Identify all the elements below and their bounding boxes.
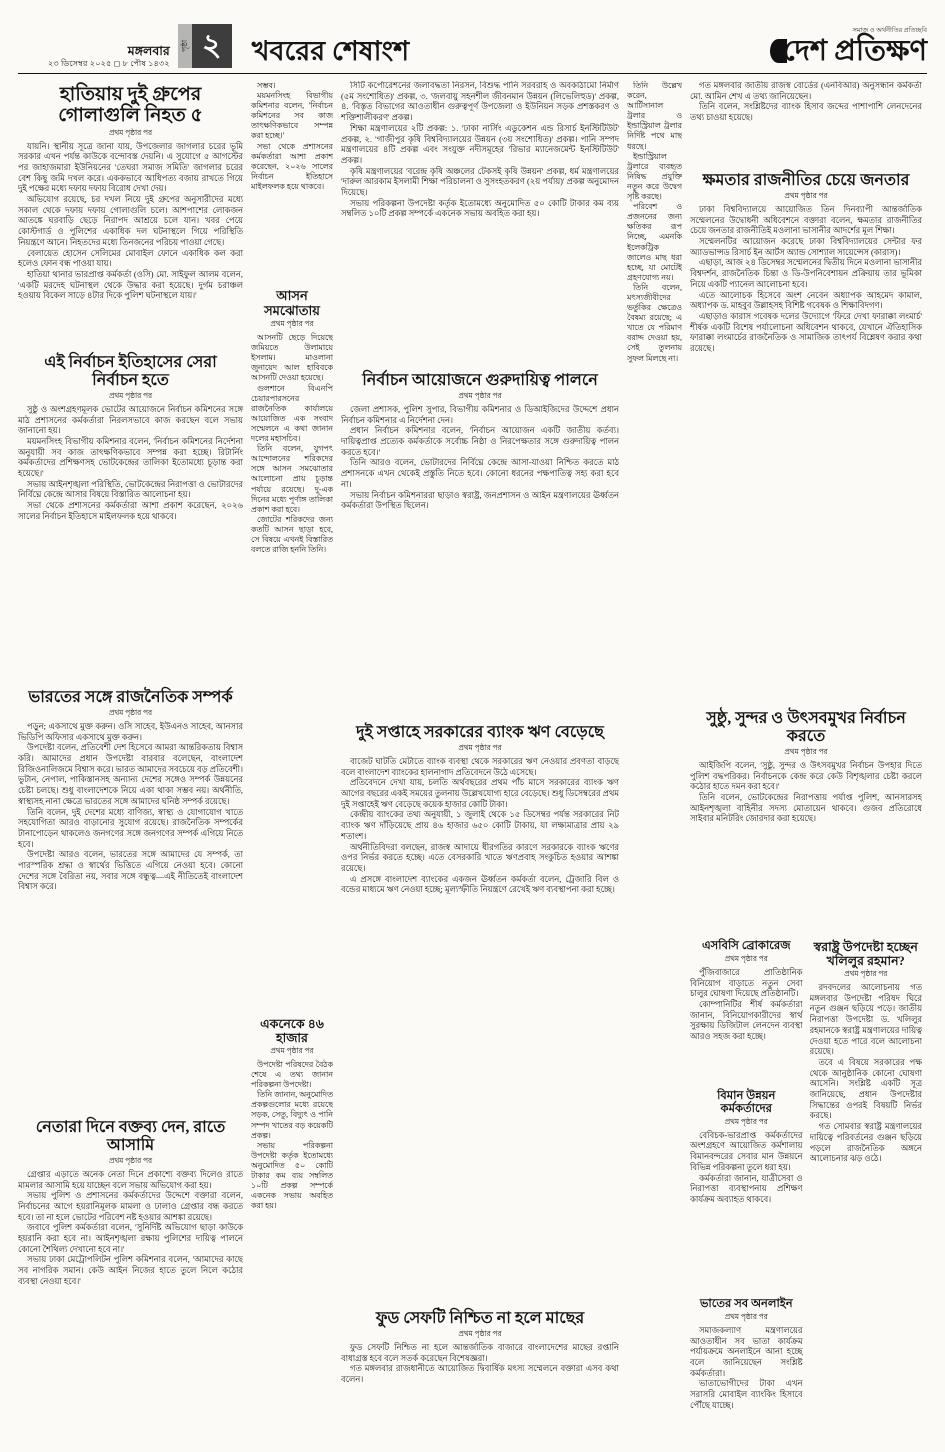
body-text: তিনি বলেন, মৎস্যজীবীদের ভর্তুকির ক্ষেত্রেও বৈষম্য রয়েছে; এ খাতে যে পরিমাণ বরাদ্দ দেওয়া হয়, সেই তুলনায় সুফল মিলছে না।: [627, 282, 682, 363]
article-headline: নেতারা দিনে বক্তব্য দেন, রাতে আসামি: [35, 1119, 226, 1154]
body-text: যায়নি। স্থানীয় সূত্রে জানা যায়, উপজেলার জাগলার চরের ভূমি সরকার এখন পর্যন্ত কাউকে বন্দোবস্ত দেয়নি। এ সুযোগে ৫ আগস্টের পর জাহাজমারা ইউনিয়নের 'তেঘরা সমাজ সমিতি' জাগলার চরের বেশ কিছু জমি দখল করে। এককভাবে আধিপত্য বজায় রাখতে গিয়ে দুই পক্ষের মধ্যে দফায় দফায় বিরোধ দেখা দেয়।: [18, 141, 243, 194]
body-text: উপদেষ্টা পরিষদের বৈঠক শেষে এ তথ্য জানান পরিকল্পনা উপদেষ্টা।: [251, 1060, 333, 1090]
body-text: আইজিপি বলেন, 'সুষ্ঠু, সুন্দর ও উৎসবমুখর নির্বাচন উপহার দিতে পুলিশ বদ্ধপরিকর। নির্বাচনকে কেন্দ্র করে কেউ বিশৃঙ্খলার চেষ্টা করলে কঠোর হাতে দমন করা হবে।': [690, 760, 922, 792]
body-text: সভা থেকে প্রশাসনের কর্মকর্তারা আশা প্রকাশ করেছেন, ২০২৬ সালের নির্বাচন ইতিহাসে মাইলফলক হয়ে থাকবে।: [18, 501, 243, 521]
body-text: অভিযোগ রয়েছে, চর দখল নিয়ে দুই গ্রুপের অনুসারীদের মধ্যে সকাল থেকে দফায় দফায় গোলাগুলি চলে। আশপাশের লোকজন আতঙ্কে ঘরবাড়ি ছেড়ে নিরাপদ আশ্রয়ে চলে যান। খবর পেয়ে কোস্টগার্ড ও পুলিশের একাধিক দল ঘটনাস্থলে গিয়ে পরিস্থিতি নিয়ন্ত্রণে আনে। নিহতদের মধ্যে তিনজনের পরিচয় পাওয়া গেছে।: [18, 195, 243, 247]
continued-from-kicker: প্রথম পৃষ্ঠার পর: [458, 742, 502, 752]
body-text: কোম্পানিটির শীর্ষ কর্মকর্তারা জানান, বিনিয়োগকারীদের স্বার্থ সুরক্ষায় ডিজিটাল লেনদেন ব্যবস্থা আরও সহজ করা হচ্ছে।: [690, 999, 803, 1042]
body-text: সম্মেলনটির আয়োজন করেছে ঢাকা বিশ্ববিদ্যালয়ের সেন্টার ফর অ্যাডভান্সড রিসার্চ ইন আর্টস অ্যান্ড সোশ্যাল সায়েন্সেস (কারাস)।: [690, 237, 922, 257]
articles-grid: [18, 81, 927, 1447]
body-text: কৃষি মন্ত্রণালয়ের 'বরেন্দ্র কৃষি অঞ্চলের টেকসই কৃষি উন্নয়ন' প্রকল্প, ধর্ম মন্ত্রণালয়ের 'দারুল আরকাম ইসলামী শিক্ষা পরিচালনা ও সুসংহতকরণ (২য় পর্যায়)' প্রকল্প অনুমোদন দিয়েছে।: [341, 166, 619, 198]
continued-from-kicker: প্রথম পৃষ্ঠার পর: [784, 190, 828, 200]
body-text: উপদেষ্টা আরও বলেন, ভারতের সঙ্গে আমাদের যে সম্পর্ক, তা পারস্পরিক শ্রদ্ধা ও স্বার্থের ভিত্তিতে এগিয়ে নেওয়া হবে। কোনো দেশের সঙ্গে বৈরিতা নয়, সবার সঙ্গে বন্ধুত্ব—এই নীতিতেই বাংলাদেশ বিশ্বাস করে।: [18, 850, 243, 892]
body-text: সভায় পরিকল্পনা উপদেষ্টা কর্তৃক ইতোমধ্যে অনুমোদিত ৫০ কোটি টাকার কম ব্যয় সম্বলিত ১০টি প্রকল্প সম্পর্কে একনেক সভায় অবহিত করা হয়।: [251, 1140, 333, 1211]
article: [690, 1295, 803, 1445]
body-text: তিনি বলেন, সংশ্লিষ্টদের ব্যাংক হিসাব জব্দের পাশাপাশি লেনদেনের তথ্য চাওয়া হয়েছে।: [690, 102, 922, 123]
body-text: সুষ্ঠু ও অংশগ্রহণমূলক ভোটের আয়োজনে নির্বাচন কমিশনের সঙ্গে মাঠ প্রশাসনের কর্মকর্তারা নিরলসভাবে কাজ করছেন বলে সভায় জানানো হয়।: [18, 404, 243, 436]
column-b: [251, 81, 333, 1447]
body-text: এছাড়া, আজ ২৪ ডিসেম্বর সম্মেলনের দ্বিতীয় দিনে মওলানা ভাসানীর বিশ্বদর্শন, রাজনৈতিক চিন্তা ও ডি-উপনিবেশায়ন প্রক্রিয়ায় তার ভূমিকা নিয়ে একটি প্যানেল আলোচনা হবে।: [690, 258, 922, 289]
split-right-column: [810, 937, 923, 1447]
body-text: সভায় আইনশৃঙ্খলা পরিস্থিতি, ভোটকেন্দ্রের নিরাপত্তা ও ভোটারদের নির্বিঘ্নে কেন্দ্রে আসার বিষয়ে বিস্তারিত আলোচনা হয়।: [18, 479, 243, 500]
body-text: বেবিচক-ভারপ্রাপ্ত কর্মকর্তাদের অংশগ্রহণে আয়োজিত কর্মশালায় বিমানবন্দরের সেবার মান উন্নয়নে বিভিন্ন পরিকল্পনা তুলে ধরা হয়।: [690, 1130, 803, 1172]
body-text: বাজেট ঘাটতি মেটাতে ব্যাংক ব্যবস্থা থেকে সরকারের ঋণ নেওয়ার প্রবণতা বাড়ছে বলে বাংলাদেশ ব্যাংকের হালনাগাদ প্রতিবেদনে উঠে এসেছে।: [341, 756, 619, 777]
column-c: [341, 81, 619, 1447]
split-left-column: [690, 937, 803, 1447]
masthead-block: [770, 25, 927, 68]
article: [341, 721, 619, 1307]
article: [341, 1307, 619, 1447]
body-text: অর্থনীতিবিদরা বলছেন, রাজস্ব আদায়ে ধীরগতির কারণে সরকারকে ব্যাংক ঋণের ওপর নির্ভর করতে হচ্ছে। এতে বেসরকারি খাতে ঋণপ্রবাহ সংকুচিত হওয়ার আশঙ্কা রয়েছে।: [341, 842, 619, 873]
continued-from-kicker: প্রথম পৃষ্ঠার পর: [108, 707, 153, 717]
article-headline: নির্বাচন আয়োজনে গুরুদায়িত্ব পালনে: [362, 372, 598, 389]
body-text: সভায় পরিকল্পনা উপদেষ্টা কর্তৃক ইতোমধ্যে অনুমোদিত ৫০ কোটি টাকার কম ব্যয় সম্বলিত ১০টি প্রকল্প সম্পর্কে একনেক সভায় অবহিত করা হয়।: [341, 198, 619, 219]
date-block: [48, 44, 170, 68]
body-text: সভায় পুলিশ ও প্রশাসনের কর্মকর্তাদের উদ্দেশে বক্তারা বলেন, নির্বাচনের আগে হয়রানিমূলক মামলা ও ঢালাও গ্রেপ্তার বন্ধ করতে হবে। তা না হলে ভোটের পরিবেশ নষ্ট হওয়ার আশঙ্কা রয়েছে।: [18, 1191, 243, 1222]
article: [18, 686, 243, 1116]
masthead-tagline: সমাজ ও অর্থনীতির প্রতিচ্ছবি: [852, 27, 927, 34]
body-text: সম্ভব।: [257, 81, 276, 90]
article: [627, 81, 682, 1447]
page-word-label: পৃষ্ঠা: [178, 24, 192, 68]
body-text: শিক্ষা মন্ত্রণালয়ের ২টি প্রকল্প: ১. 'ঢাকা নার্সিং এডুকেশন এন্ড রিসার্চ ইনস্টিটিউট' প্রকল্প, ২. 'গাজীপুর কৃষি বিশ্ববিদ্যালয়ের উন্নয়ন (৩য় সংশোধিত)' প্রকল্প। পানি সম্পদ মন্ত্রণালয়ের ৪টি প্রকল্প এবং সংযুক্ত নদীসমূহের 'রিভার ম্যানেজমেন্ট ইনস্টিটিউট' প্রকল্প।: [341, 123, 619, 165]
body-text: তিনি বলেন, যুগপৎ আন্দোলনের শরিকদের সঙ্গে আসন সমঝোতার আলোচনা প্রায় চূড়ান্ত পর্যায়ে রয়েছে। দু-এক দিনের মধ্যে পূর্ণাঙ্গ তালিকা প্রকাশ করা হবে।: [251, 444, 333, 514]
article: [810, 937, 923, 1445]
body-text: এতে আলোচক হিসেবে অংশ নেবেন অধ্যাপক আহমেদ কামাল, অধ্যাপক ড. মাহবুব উল্লাহসহ বিশিষ্ট গবেষক ও শিক্ষাবিদগণ।: [690, 290, 922, 311]
continued-from-kicker: প্রথম পৃষ্ঠার পর: [724, 1116, 768, 1126]
weekday-label: মঙ্গলবার: [127, 44, 170, 59]
continued-from-kicker: প্রথম পৃষ্ঠার পর: [270, 319, 314, 329]
continued-from-kicker: প্রথম পৃষ্ঠার পর: [108, 1155, 153, 1165]
article: [690, 1087, 803, 1295]
body-text: সভায় ঢাকা মেট্রোপলিটন পুলিশ কমিশনার বলেন, 'আমাদের কাছে সব নাগরিক সমান। কেউ আইন নিজের হাতে তুলে নিলে কঠোর ব্যবস্থা নেওয়া হবে।': [18, 1255, 243, 1286]
article-headline: ভারতের সঙ্গে রাজনৈতিক সম্পর্ক: [28, 689, 233, 706]
article: [690, 81, 922, 169]
body-text: গত মঙ্গলবার রাজধানীতে আয়োজিত দ্বিবার্ষিক মৎস্য সম্মেলনে বক্তারা এসব কথা বলেন।: [341, 1364, 619, 1385]
body-text: গুলশানে বিএনপি চেয়ারপারসনের রাজনৈতিক কার্যালয়ে আয়োজিত এক সংবাদ সম্মেলনে এ কথা জানান দলের মহাসচিব।: [251, 383, 333, 444]
body-text: তিনি জানান, অনুমোদিত প্রকল্পগুলোর মধ্যে রয়েছে সড়ক, সেতু, বিদ্যুৎ ও পানি সম্পদ খাতের বড় কয়েকটি প্রকল্প।: [251, 1090, 333, 1140]
body-text: প্রধান নির্বাচন কমিশনার বলেন, 'নির্বাচন আয়োজন একটি জাতীয় কর্তব্য। দায়িত্বপ্রাপ্ত প্রত্যেক কর্মকর্তাকে সর্বোচ্চ নিষ্ঠা ও নিরপেক্ষতার সঙ্গে গুরুদায়িত্ব পালন করতে হবে।': [341, 426, 619, 457]
masthead-logo: [770, 37, 927, 66]
article-headline: এসবিসি ব্রোকারেজ: [701, 940, 791, 952]
body-text: তিনি বলেন, ভোটকেন্দ্রের নিরাপত্তায় পর্যাপ্ত পুলিশ, আনসারসহ আইনশৃঙ্খলা বাহিনীর সদস্য মোতায়েন থাকবে। গুজব প্রতিরোধে সাইবার মনিটরিং জোরদার করা হয়েছে।: [690, 792, 922, 824]
continued-from-kicker: প্রথম পৃষ্ঠার পর: [270, 1046, 314, 1055]
column-d: [627, 81, 682, 1447]
body-text: বেলায়েত হোসেন সেলিমের মোবাইল ফোনে একাধিক কল করা হলেও ফোন বন্ধ পাওয়া যায়।: [18, 248, 243, 269]
article: [18, 1116, 243, 1447]
body-text: ময়মনসিংহ বিভাগীয় কমিশনার বলেন, 'নির্বাচন কমিশনের সব কাজ তাৎক্ষণিকভাবে সম্পন্ন করা হচ্ছে।': [251, 91, 333, 141]
continued-from-kicker: প্রথম পৃষ্ঠার পর: [724, 953, 768, 963]
article: [341, 369, 619, 721]
article-headline: বিমান উন্নয়ন কর্মকর্তাদের: [717, 1090, 776, 1115]
body-text: সমাজকল্যাণ মন্ত্রণালয়ের আওতাধীন সব ভাতা কার্যক্রম পর্যায়ক্রমে অনলাইনে আনা হচ্ছে বলে জানিয়েছেন সংশ্লিষ্ট কর্মকর্তারা।: [690, 1325, 803, 1378]
article: [251, 1014, 333, 1447]
article-headline: স্বরাষ্ট্র উপদেষ্টা হচ্ছেন খলিলুর রহমান?: [813, 940, 918, 968]
body-text: ফুড সেফটি নিশ্চিত না হলে আন্তর্জাতিক বাজারে বাংলাদেশের মাছের রপ্তানি বাধাগ্রস্ত হবে বলে সতর্ক করেছেন বিশেষজ্ঞরা।: [341, 1342, 619, 1363]
article: [18, 351, 243, 686]
body-text: গ্রেপ্তার এড়াতে অনেক নেতা দিনে প্রকাশ্যে বক্তব্য দিলেও রাতে মামলার আসামি হয়ে যাচ্ছেন বলে সভায় অভিযোগ করা হয়।: [18, 1169, 243, 1190]
article-headline: এই নির্বাচন ইতিহাসের সেরা নির্বাচন হতে: [44, 354, 217, 389]
article-headline: দুই সপ্তাহে সরকারের ব্যাংক ঋণ বেড়েছে: [356, 724, 604, 741]
article: [18, 81, 243, 351]
body-text: পরিবেশ ও প্রজননের জন্য ক্ষতিকর রূপ নিচ্ছে, এমনকি ইলেকট্রিক জালেও মাছ ধরা হচ্ছে, যা মোটেই গ্রহণযোগ্য নয়।: [627, 202, 682, 282]
body-text: সভা থেকে প্রশাসনের কর্মকর্তারা আশা প্রকাশ করেছেন, ২০২৬ সালের নির্বাচন ইতিহাসে মাইলফলক হয়ে থাকবে।: [251, 141, 333, 191]
continued-from-kicker: প্রথম পৃষ্ঠার পর: [458, 1328, 502, 1338]
body-text: তবে এ বিষয়ে সরকারের পক্ষ থেকে আনুষ্ঠানিক কোনো ঘোষণা আসেনি। সংশ্লিষ্ট একটি সূত্র জানিয়েছে, প্রধান উপদেষ্টার সিদ্ধান্তের ওপরই বিষয়টি নির্ভর করছে।: [809, 1057, 922, 1121]
body-text: রদবদলের আলোচনায় গত মঙ্গলবার উপদেষ্টা পরিষদ ঘিরে নতুন গুঞ্জন ছড়িয়ে পড়ে। জাতীয় নিরাপত্তা উপদেষ্টা ড. খলিলুর রহমানকে স্বরাষ্ট্র মন্ত্রণালয়ের দায়িত্ব দেওয়া হতে পারে বলে আলোচনা রয়েছে।: [809, 983, 922, 1057]
body-text: জবাবে পুলিশ কর্মকর্তারা বলেন, 'সুনির্দিষ্ট অভিযোগ ছাড়া কাউকে হয়রানি করা হবে না। আইনশৃঙ্খলা রক্ষায় পুলিশের দায়িত্ব পালনে কোনো শৈথিল্য দেখানো হবে না।': [18, 1223, 243, 1254]
article: [690, 169, 922, 707]
article-headline: ভাতের সব অনলাইন: [699, 1298, 793, 1310]
article: [251, 286, 333, 1014]
page-number: ২: [192, 24, 232, 68]
article-headline: একনেকে ৪৬ হাজার: [260, 1017, 324, 1045]
continued-from-kicker: প্রথম পৃষ্ঠার পর: [844, 969, 888, 978]
body-text: উপদেষ্টা বলেন, প্রতিবেশী দেশ হিসেবে আমরা আন্তরিকতায় বিশ্বাস করি। আমাদের প্রধান উপদেষ্টা বারবার বলেছেন, বাংলাদেশ রিজিওনালিজমে বিশ্বাস করে। ভারত আমাদের সবচেয়ে বড় প্রতিবেশী। ভুটান, নেপাল, পাকিস্তানসহ অন্যান্য দেশের সঙ্গেও সম্পর্ক উন্নয়নের চেষ্টা চলছে। শুধু বাংলাদেশকে নিয়ে একা থাকা সম্ভব নয়। অর্থনীতি, স্বাস্থ্যসহ নানা ক্ষেত্রে ভারতের সঙ্গে আমাদের ঘনিষ্ঠ সম্পর্ক রয়েছে।: [18, 743, 243, 806]
body-text: পুঁজিবাজারে প্রাতিষ্ঠানিক বিনিয়োগ বাড়াতে নতুন সেবা চালুর ঘোষণা দিয়েছে প্রতিষ্ঠানটি।: [690, 967, 803, 999]
article-headline: ফুড সেফটি নিশ্চিত না হলে মাছের: [375, 1310, 585, 1327]
body-text: এছাড়াও কারাস গবেষক দলের উদ্যোগে 'ফিরে দেখা ফারাক্কা লংমার্চ' শীর্ষক একটি বিশেষ পর্যালোচনা অধিবেশন থাকবে, যেখানে ঐতিহাসিক ফারাক্কা লংমার্চের রাজনৈতিক ও সামাজিক তাৎপর্য বিশ্লেষণ করার কথা রয়েছে।: [690, 311, 922, 354]
section-title: খবরের শেষাংশ: [251, 36, 410, 66]
article-headline: ক্ষমতার রাজনীতির চেয়ে জনতার: [702, 172, 910, 189]
body-text: এ প্রসঙ্গে বাংলাদেশ ব্যাংকের একজন ঊর্ধ্বতন কর্মকর্তা বলেন, ট্রেজারি বিল ও বন্ডের মাধ্যমে ঋণ নেওয়া হচ্ছে; মূল্যস্ফীতি নিয়ন্ত্রণে রেখেই ঋণ ব্যবস্থাপনা করা হচ্ছে।: [341, 874, 619, 895]
continued-from-kicker: প্রথম পৃষ্ঠার পর: [784, 746, 828, 756]
body-text: কর্মকর্তারা জানান, যাত্রীসেবা ও নিরাপত্তা ব্যবস্থাপনায় প্রশিক্ষণ কার্যক্রম অব্যাহত থাকবে।: [690, 1173, 803, 1204]
continued-from-kicker: প্রথম পৃষ্ঠার পর: [724, 1311, 768, 1321]
column-a: [18, 81, 243, 1447]
body-text: তিনি বলেন, দুই দেশের মধ্যে বাণিজ্য, স্বাস্থ্য ও যোগাযোগ খাতে সহযোগিতা আরও বাড়ানোর সুযোগ রয়েছে। রাজনৈতিক সম্পর্কের টানাপোড়েন থাকলেও জনগণের সঙ্গে জনগণের সম্পর্ক এগিয়ে নিতে হবে।: [18, 807, 243, 849]
body-text: আসনটি ছেড়ে দিয়েছে জমিয়তে উলামায়ে ইসলাম। মাওলানা জুনায়েদ আল হাবিবকে আসনটি দেওয়া হয়েছে।: [251, 333, 333, 383]
masthead-title: দেশ প্রতিক্ষণ: [782, 35, 927, 67]
continued-from-kicker: প্রথম পৃষ্ঠার পর: [458, 390, 502, 400]
body-text: কেন্দ্রীয় ব্যাংকের তথ্য অনুযায়ী, ১ জুলাই থেকে ১৫ ডিসেম্বর পর্যন্ত সরকারের নিট ব্যাংক ঋণ দাঁড়িয়েছে প্রায় ৪৬ হাজার ৬৫০ কোটি টাকায়, যা লক্ষ্যমাত্রার প্রায় ২৯ শতাংশ।: [341, 810, 619, 841]
body-text: প্রতিবেদনে দেখা যায়, চলতি অর্থবছরের প্রথম পাঁচ মাসে সরকারের ব্যাংক ঋণ আগের বছরের একই সময়ের তুলনায় উল্লেখযোগ্য হারে বেড়েছে। শুধু ডিসেম্বরের প্রথম দুই সপ্তাহেই ঋণ বেড়েছে কয়েক হাজার কোটি টাকা।: [341, 778, 619, 809]
body-text: গত সোমবার স্বরাষ্ট্র মন্ত্রণালয়ের দায়িত্বে পরিবর্তনের গুঞ্জন ছড়িয়ে পড়লে রাজনৈতিক অঙ্গনে আলোচনার ঝড় ওঠে।: [809, 1122, 922, 1164]
body-text: হাতিয়া থানার ভারপ্রাপ্ত কর্মকর্তা (ওসি) মো. সাইফুল আলম বলেন, 'একটি মরদেহ ঘটনাস্থল থেকে উদ্ধার করা হয়েছে। দুর্গম চরাঞ্চল হওয়ায় বিকেল সাড়ে ৪টার দিকে পুলিশ ঘটনাস্থলে যায়।': [18, 269, 243, 301]
continued-from-kicker: প্রথম পৃষ্ঠার পর: [108, 127, 153, 137]
column-e: [690, 81, 922, 1447]
body-text: ঢাকা বিশ্ববিদ্যালয়ে আয়োজিত তিন দিনব্যাপী আন্তর্জাতিক সম্মেলনের উদ্বোধনী অধিবেশনে বক্তারা বলেন, ক্ষমতার রাজনীতির চেয়ে জনতার রাজনীতিই মওলানা ভাসানীর আদর্শের মূল শিক্ষা।: [690, 204, 922, 236]
article: [251, 81, 333, 286]
body-text: পড়ুন; একসাথে মুক্ত করুন। ওসি সাহেব, ইউএনও সাহেব, আনসার ভিডিপি অফিসার একসাথে মুক্ত করুন।: [18, 721, 243, 742]
body-text: ময়মনসিংহ বিভাগীয় কমিশনার বলেন, 'নির্বাচন কমিশনের নির্দেশনা অনুযায়ী সব কাজ তাৎক্ষণিকভাবে সম্পন্ন করা হচ্ছে। রিটার্নিং কর্মকর্তাদের প্রশিক্ষণসহ ভোটকেন্দ্রের তালিকা ইতোমধ্যে চূড়ান্ত করা হয়েছে।': [18, 436, 243, 479]
article-headline: সুষ্ঠু, সুন্দর ও উৎসবমুখর নির্বাচন করতে: [706, 710, 906, 745]
article: [690, 937, 803, 1087]
body-text: গত মঙ্গলবার জাতীয় রাজস্ব বোর্ডের (এনবিআর) অনুসন্ধান কর্মকর্তা মো. আমিন শেখ এ তথ্য জানিয়েছেন।: [690, 81, 922, 101]
body-text: ইন্ডাস্ট্রিয়াল ট্রলারে ব্যবহৃত নিষিদ্ধ প্রযুক্তি নতুন করে উদ্বেগ সৃষ্টি করছে।: [627, 151, 682, 202]
page-number-box: [178, 24, 232, 68]
page-header: [18, 24, 927, 74]
article-headline: হাতিয়ায় দুই গ্রুপের গোলাগুলি নিহত ৫: [58, 84, 203, 127]
body-text: সিটি কর্পোরেশনের জলাবদ্ধতা নিরসন, বিশুদ্ধ পানি সরবরাহ ও অবকাঠামো নির্মাণ (৫ম সংশোধিত)' প্রকল্প, ৩. 'জলবায়ু সহনশীল জীবনমান উন্নয়ন (লিভেলিহুড)' প্রকল্প, ৪. 'বিস্তৃত বিভাগের আওতাধীন গুরুত্বপূর্ণ উপজেলা ও ইউনিয়ন সড়ক প্রশস্তকরণ ও শক্তিশালীকরণ' প্রকল্প।: [341, 81, 619, 123]
article: [341, 81, 619, 369]
article-headline: আসন সমঝোতায়: [264, 288, 320, 318]
article: [690, 707, 922, 937]
split-section: [690, 937, 922, 1447]
body-text: জেলা প্রশাসক, পুলিশ সুপার, বিভাগীয় কমিশনার ও ডিআইজিদের উদ্দেশে প্রধান নির্বাচন কমিশনার এ নির্দেশনা দেন।: [341, 404, 619, 425]
body-text: তিনি উল্লেখ করেন, আর্টিসানাল ট্রলার ও ইন্ডাস্ট্রিয়াল ট্রলার নির্দিষ্ট পথে মাছ ধরছে।: [627, 81, 682, 151]
body-text: সভায় নির্বাচন কমিশনাররা ছাড়াও স্বরাষ্ট্র, জনপ্রশাসন ও আইন মন্ত্রণালয়ের ঊর্ধ্বতন কর্মকর্তারা উপস্থিত ছিলেন।: [341, 490, 619, 511]
date-line: ২৩ ডিসেম্বর ২০২৫ ◻ ৮ পৌষ ১৪৩২: [48, 58, 170, 68]
body-text: জোটের শরিকদের জন্য কতটি আসন ছাড়া হবে, সে বিষয়ে এখনই বিস্তারিত বলতে রাজি হননি তিনি।: [251, 514, 333, 555]
body-text: তিনি আরও বলেন, ভোটারদের নির্বিঘ্নে কেন্দ্রে আসা-যাওয়া নিশ্চিত করতে মাঠ প্রশাসনকে এখন থেকেই প্রস্তুতি নিতে হবে। কোনো ধরনের পক্ষপাতিত্ব সহ্য করা হবে না।: [341, 458, 619, 489]
body-text: ভাতাভোগীদের টাকা এখন সরাসরি মোবাইল ব্যাংকিং হিসাবে পৌঁছে যাচ্ছে।: [690, 1379, 803, 1410]
continued-from-kicker: প্রথম পৃষ্ঠার পর: [108, 390, 153, 400]
